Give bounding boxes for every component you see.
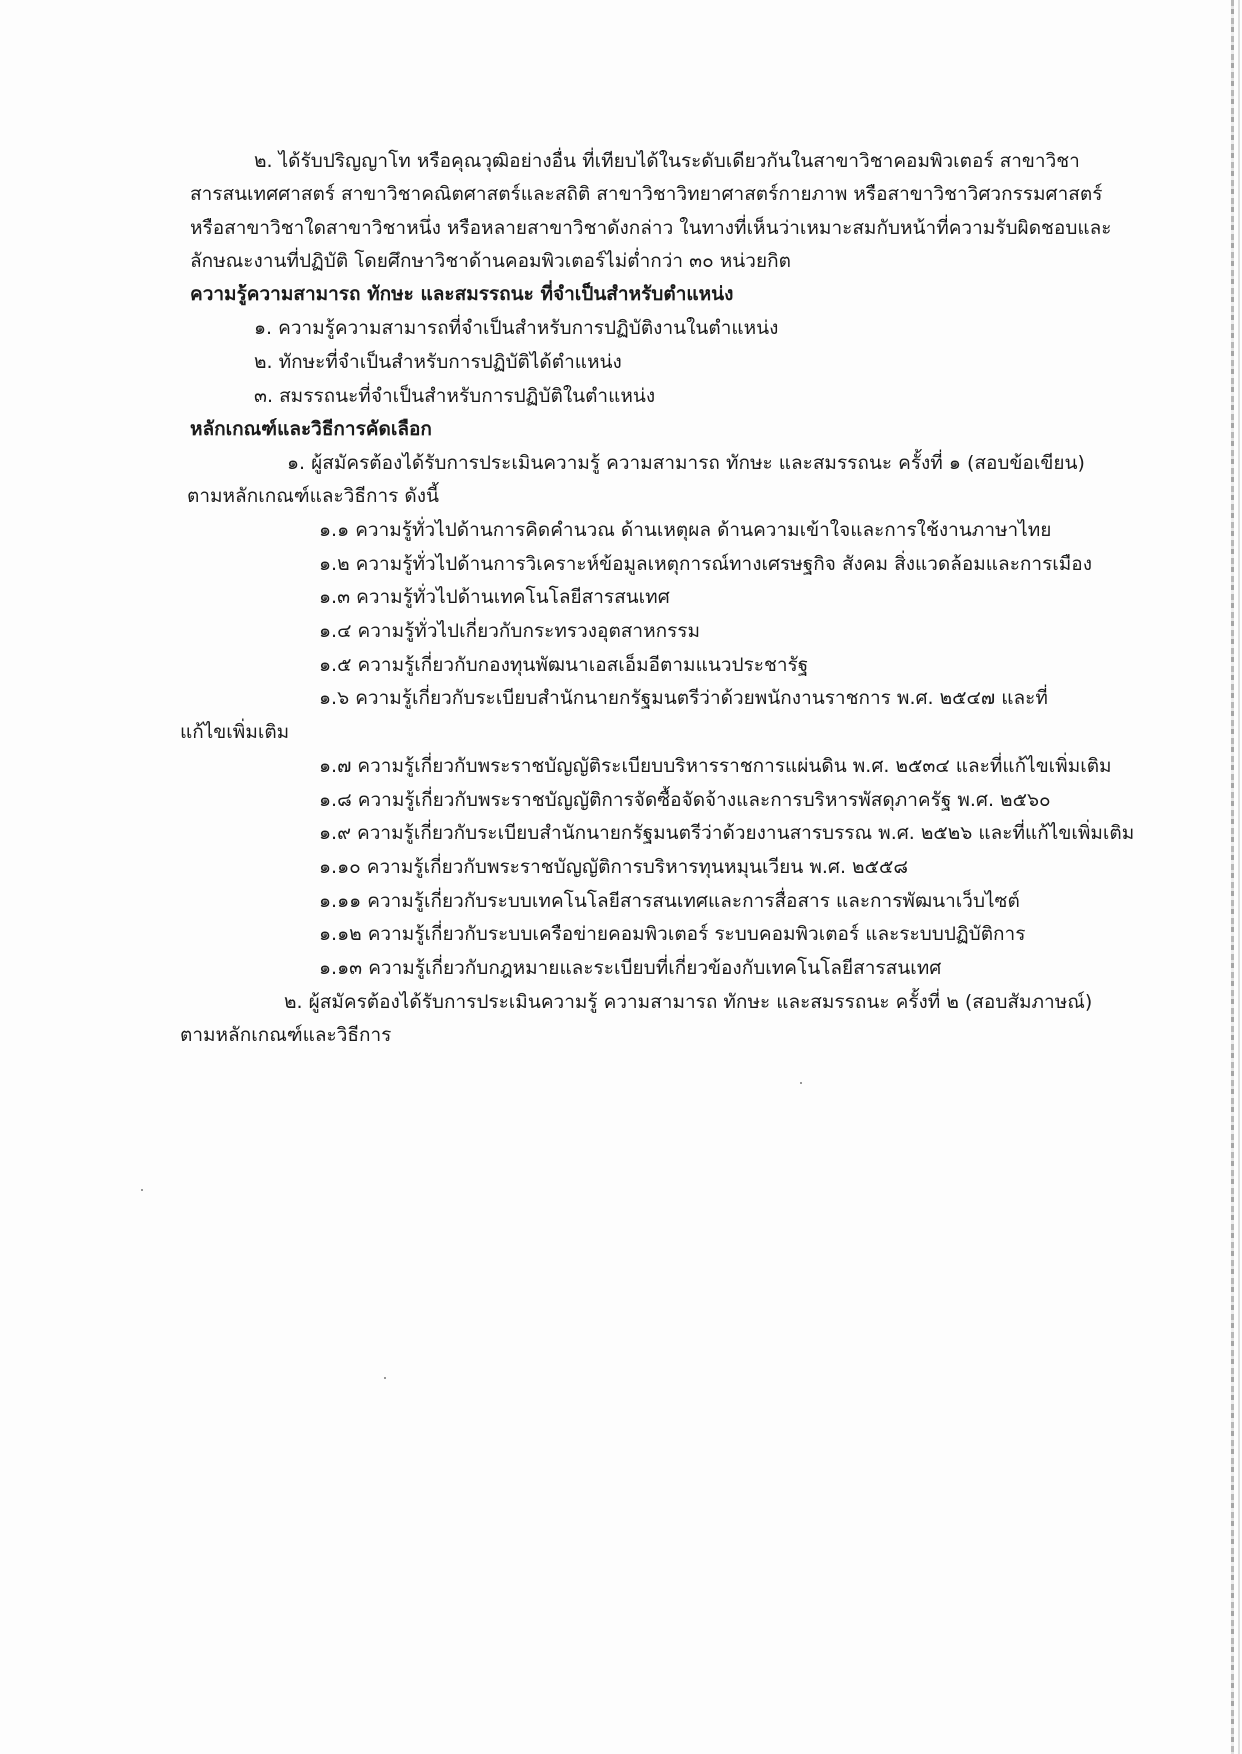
qualification-line-1: ๒. ได้รับปริญญาโท หรือคุณวุฒิอย่างอื่น ที่เทียบได้ในระดับเดียวกันในสาขาวิชาคอมพิวเตอร์ สาขาวิชา <box>254 150 1080 172</box>
criteria-heading: หลักเกณฑ์และวิธีการคัดเลือก <box>190 418 432 440</box>
subitem-1-9: ๑.๙ ความรู้เกี่ยวกับระเบียบสำนักนายกรัฐมนตรีว่าด้วยงานสารบรรณ พ.ศ. ๒๕๒๖ และที่แก้ไขเพิ่มเติม <box>319 822 1135 844</box>
scan-edge-right-outer <box>1238 0 1240 1754</box>
competency-item-1: ๑. ความรู้ความสามารถที่จำเป็นสำหรับการปฏิบัติงานในตำแหน่ง <box>254 317 779 339</box>
subitem-1-6-line-1: ๑.๖ ความรู้เกี่ยวกับระเบียบสำนักนายกรัฐมนตรีว่าด้วยพนักงานราชการ พ.ศ. ๒๕๔๗ และที่ <box>319 687 1048 709</box>
scan-speck <box>141 1189 143 1191</box>
qualification-line-3: หรือสาขาวิชาใดสาขาวิชาหนึ่ง หรือหลายสาขาวิชาดังกล่าว ในทางที่เห็นว่าเหมาะสมกับหน้าที่ความรับผิดชอบและ <box>190 217 1112 239</box>
subitem-1-5: ๑.๕ ความรู้เกี่ยวกับกองทุนพัฒนาเอสเอ็มอีตามแนวประชารัฐ <box>319 654 809 676</box>
subitem-1-4: ๑.๔ ความรู้ทั่วไปเกี่ยวกับกระทรวงอุตสาหกรรม <box>319 620 701 642</box>
subitem-1-6-line-2: แก้ไขเพิ่มเติม <box>180 721 290 743</box>
criteria-1-line-2: ตามหลักเกณฑ์และวิธีการ ดังนี้ <box>187 485 439 507</box>
competency-heading: ความรู้ความสามารถ ทักษะ และสมรรถนะ ที่จำเป็นสำหรับตำแหน่ง <box>190 283 734 305</box>
qualification-line-4: ลักษณะงานที่ปฏิบัติ โดยศึกษาวิชาด้านคอมพิวเตอร์ไม่ต่ำกว่า ๓๐ หน่วยกิต <box>190 250 791 272</box>
subitem-1-1: ๑.๑ ความรู้ทั่วไปด้านการคิดคำนวณ ด้านเหตุผล ด้านความเข้าใจและการใช้งานภาษาไทย <box>319 519 1052 541</box>
scan-speck <box>384 1377 386 1379</box>
subitem-1-11: ๑.๑๑ ความรู้เกี่ยวกับระบบเทคโนโลยีสารสนเทศและการสื่อสาร และการพัฒนาเว็บไซต์ <box>319 890 1020 912</box>
criteria-2-line-2: ตามหลักเกณฑ์และวิธีการ <box>180 1024 392 1046</box>
subitem-1-12: ๑.๑๒ ความรู้เกี่ยวกับระบบเครือข่ายคอมพิวเตอร์ ระบบคอมพิวเตอร์ และระบบปฏิบัติการ <box>319 923 1026 945</box>
competency-item-2: ๒. ทักษะที่จำเป็นสำหรับการปฏิบัติได้ตำแหน่ง <box>254 351 622 373</box>
subitem-1-2: ๑.๒ ความรู้ทั่วไปด้านการวิเคราะห์ข้อมูลเหตุการณ์ทางเศรษฐกิจ สังคม สิ่งแวดล้อมและการเมือง <box>319 553 1092 575</box>
subitem-1-10: ๑.๑๐ ความรู้เกี่ยวกับพระราชบัญญัติการบริหารทุนหมุนเวียน พ.ศ. ๒๕๕๘ <box>319 856 908 878</box>
criteria-1-line-1: ๑. ผู้สมัครต้องได้รับการประเมินความรู้ ความสามารถ ทักษะ และสมรรถนะ ครั้งที่ ๑ (สอบข้อเขียน) <box>287 452 1085 474</box>
scan-edge-right <box>1231 0 1234 1754</box>
subitem-1-7: ๑.๗ ความรู้เกี่ยวกับพระราชบัญญัติระเบียบบริหารราชการแผ่นดิน พ.ศ. ๒๕๓๔ และที่แก้ไขเพิ่มเติม <box>319 755 1112 777</box>
competency-item-3: ๓. สมรรถนะที่จำเป็นสำหรับการปฏิบัติในตำแหน่ง <box>254 385 656 407</box>
subitem-1-13: ๑.๑๓ ความรู้เกี่ยวกับกฎหมายและระเบียบที่เกี่ยวข้องกับเทคโนโลยีสารสนเทศ <box>319 957 942 979</box>
subitem-1-8: ๑.๘ ความรู้เกี่ยวกับพระราชบัญญัติการจัดซื้อจัดจ้างและการบริหารพัสดุภาครัฐ พ.ศ. ๒๕๖๐ <box>319 789 1051 811</box>
subitem-1-3: ๑.๓ ความรู้ทั่วไปด้านเทคโนโลยีสารสนเทศ <box>319 586 670 608</box>
scan-speck <box>800 1082 802 1084</box>
criteria-2-line-1: ๒. ผู้สมัครต้องได้รับการประเมินความรู้ ความสามารถ ทักษะ และสมรรถนะ ครั้งที่ ๒ (สอบสัมภาษณ์) <box>284 991 1093 1013</box>
qualification-line-2: สารสนเทศศาสตร์ สาขาวิชาคณิตศาสตร์และสถิติ สาขาวิชาวิทยาศาสตร์กายภาพ หรือสาขาวิชาวิศวกรรมศาสตร์ <box>190 183 1103 205</box>
